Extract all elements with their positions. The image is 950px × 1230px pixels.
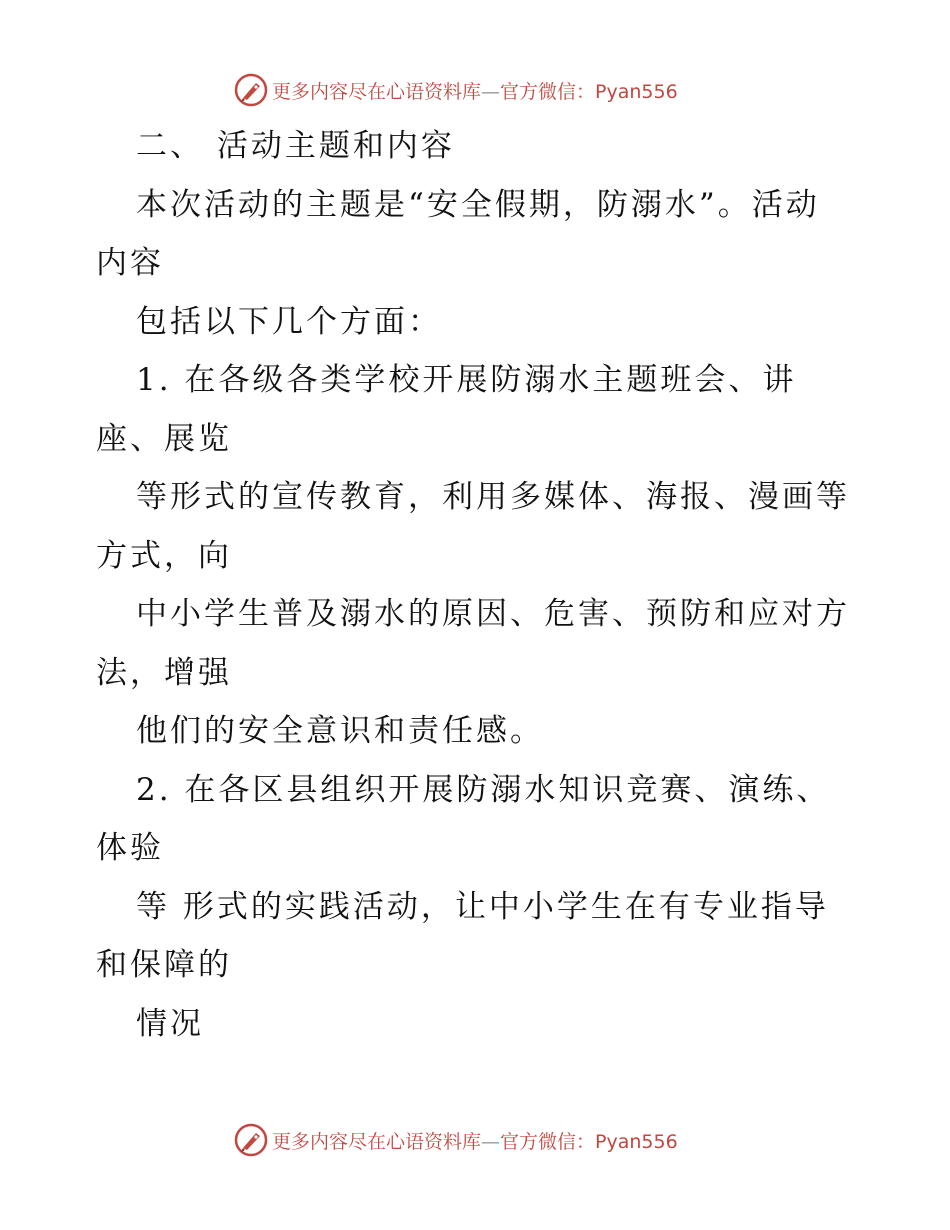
watermark-separator: — [481, 1130, 501, 1153]
document-line: 情况 [136, 1005, 204, 1042]
watermark-separator: — [481, 80, 501, 103]
document-line: 本次活动的主题是“安全假期，防溺水”。活动 [136, 186, 820, 223]
document-line: 体验 [96, 830, 164, 866]
document-line: 座、展览 [96, 420, 232, 457]
watermark-text [272, 77, 678, 104]
document-line: 和保障的 [96, 947, 232, 983]
document-line: 包括以下几个方面： [136, 303, 442, 340]
watermark-account: 官方微信：Pyan556 [500, 80, 678, 103]
document-line: 2. 在各区县组织开展防溺水知识竞赛、演练、 [136, 771, 831, 808]
watermark-main: 更多内容尽在心语资料库 [272, 80, 482, 103]
document-line: 方式，向 [96, 537, 232, 574]
footer-watermark [234, 1122, 754, 1158]
watermark-main: 更多内容尽在心语资料库 [272, 1130, 482, 1153]
pen-logo-icon [234, 1123, 268, 1157]
document-line: 中小学生普及溺水的原因、危害、预防和应对方 [136, 596, 850, 632]
document-line: 法，增强 [96, 654, 232, 691]
watermark-account: 官方微信：Pyan556 [500, 1130, 678, 1153]
document-line: 等 形式的实践活动，让中小学生在有专业指导 [136, 888, 829, 925]
document-line: 内容 [96, 245, 164, 281]
document-line: 他们的安全意识和责任感。 [136, 713, 544, 749]
document-line: 1. 在各级各类学校开展防溺水主题班会、讲 [136, 362, 797, 398]
document-body [96, 117, 876, 1053]
header-watermark [234, 72, 754, 108]
document-line: 等形式的宣传教育，利用多媒体、海报、漫画等 [136, 479, 850, 515]
watermark-text [272, 1127, 678, 1154]
document-line: 二、 活动主题和内容 [136, 128, 455, 164]
pen-logo-icon [234, 73, 268, 107]
